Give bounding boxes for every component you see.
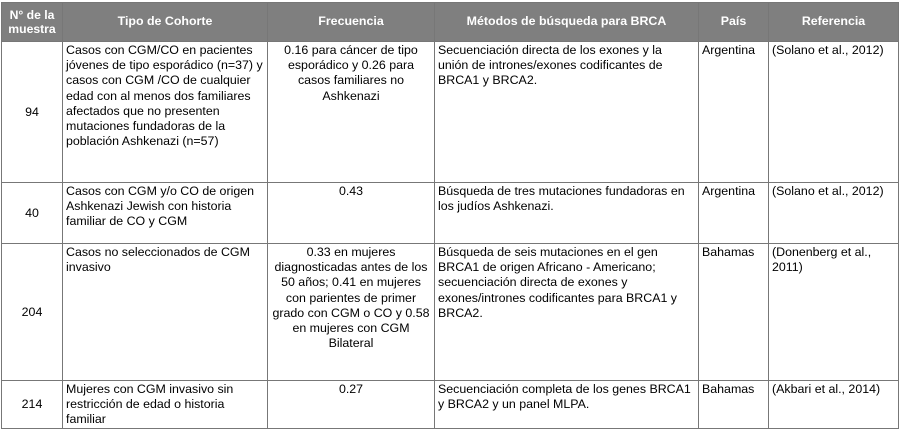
sample-count-cell: 204 <box>2 244 63 381</box>
country-cell: Argentina <box>699 42 769 183</box>
frequency-cell: 0.43 <box>268 183 435 244</box>
brca-studies-table <box>1 2 899 429</box>
table-row <box>2 42 899 183</box>
header-methods: Métodos de búsqueda para BRCA <box>435 3 699 42</box>
reference-cell: (Solano et al., 2012) <box>769 42 899 183</box>
table-row <box>2 183 899 244</box>
country-cell: Bahamas <box>699 381 769 429</box>
header-country: País <box>699 3 769 42</box>
methods-cell: Búsqueda de seis mutaciones en el gen BRCA1 de origen Africano - Americano; secuenciación directa de exones y exones/intrones codificantes para BRCA1 y BRCA2. <box>435 244 699 381</box>
methods-cell: Búsqueda de tres mutaciones fundadoras en los judíos Ashkenazi. <box>435 183 699 244</box>
table-row <box>2 381 899 429</box>
methods-cell: Secuenciación directa de los exones y la unión de intrones/exones codificantes de BRCA1 y BRCA2. <box>435 42 699 183</box>
country-cell: Argentina <box>699 183 769 244</box>
cohort-type-cell: Mujeres con CGM invasivo sin restricción de edad o historia familiar <box>63 381 268 429</box>
frequency-cell: 0.16 para cáncer de tipo esporádico y 0.26 para casos familiares no Ashkenazi <box>268 42 435 183</box>
frequency-cell: 0.27 <box>268 381 435 429</box>
frequency-cell <box>268 244 435 381</box>
frequency-extra: Bilateral <box>328 336 374 351</box>
reference-cell: (Akbari et al., 2014) <box>769 381 899 429</box>
header-sample-count: N° de la muestra <box>2 3 63 42</box>
reference-cell: (Donenberg et al., 2011) <box>769 244 899 381</box>
cohort-type-cell: Casos no seleccionados de CGM invasivo <box>63 244 268 381</box>
sample-count-cell: 94 <box>2 42 63 183</box>
header-cohort-type: Tipo de Cohorte <box>63 3 268 42</box>
frequency-text: 0.33 en mujeres diagnosticadas antes de los 50 años; 0.41 en mujeres con parientes de primer grado con CGM o CO y 0.58 en mujeres con CGM <box>272 245 430 336</box>
country-cell: Bahamas <box>699 244 769 381</box>
header-row <box>2 3 899 42</box>
sample-count-cell: 214 <box>2 381 63 429</box>
methods-cell: Secuenciación completa de los genes BRCA1 y BRCA2 y un panel MLPA. <box>435 381 699 429</box>
header-frequency: Frecuencia <box>268 3 435 42</box>
cohort-type-cell: Casos con CGM/CO en pacientes jóvenes de tipo esporádico (n=37) y casos con CGM /CO de cualquier edad con al menos dos familiares afectados que no presenten mutaciones fundadoras de la población Ashkenazi (n=57) <box>63 42 268 183</box>
table-row <box>2 244 899 381</box>
reference-cell: (Solano et al., 2012) <box>769 183 899 244</box>
cohort-type-cell: Casos con CGM y/o CO de origen Ashkenazi Jewish con historia familiar de CO y CGM <box>63 183 268 244</box>
header-reference: Referencia <box>769 3 899 42</box>
sample-count-cell: 40 <box>2 183 63 244</box>
